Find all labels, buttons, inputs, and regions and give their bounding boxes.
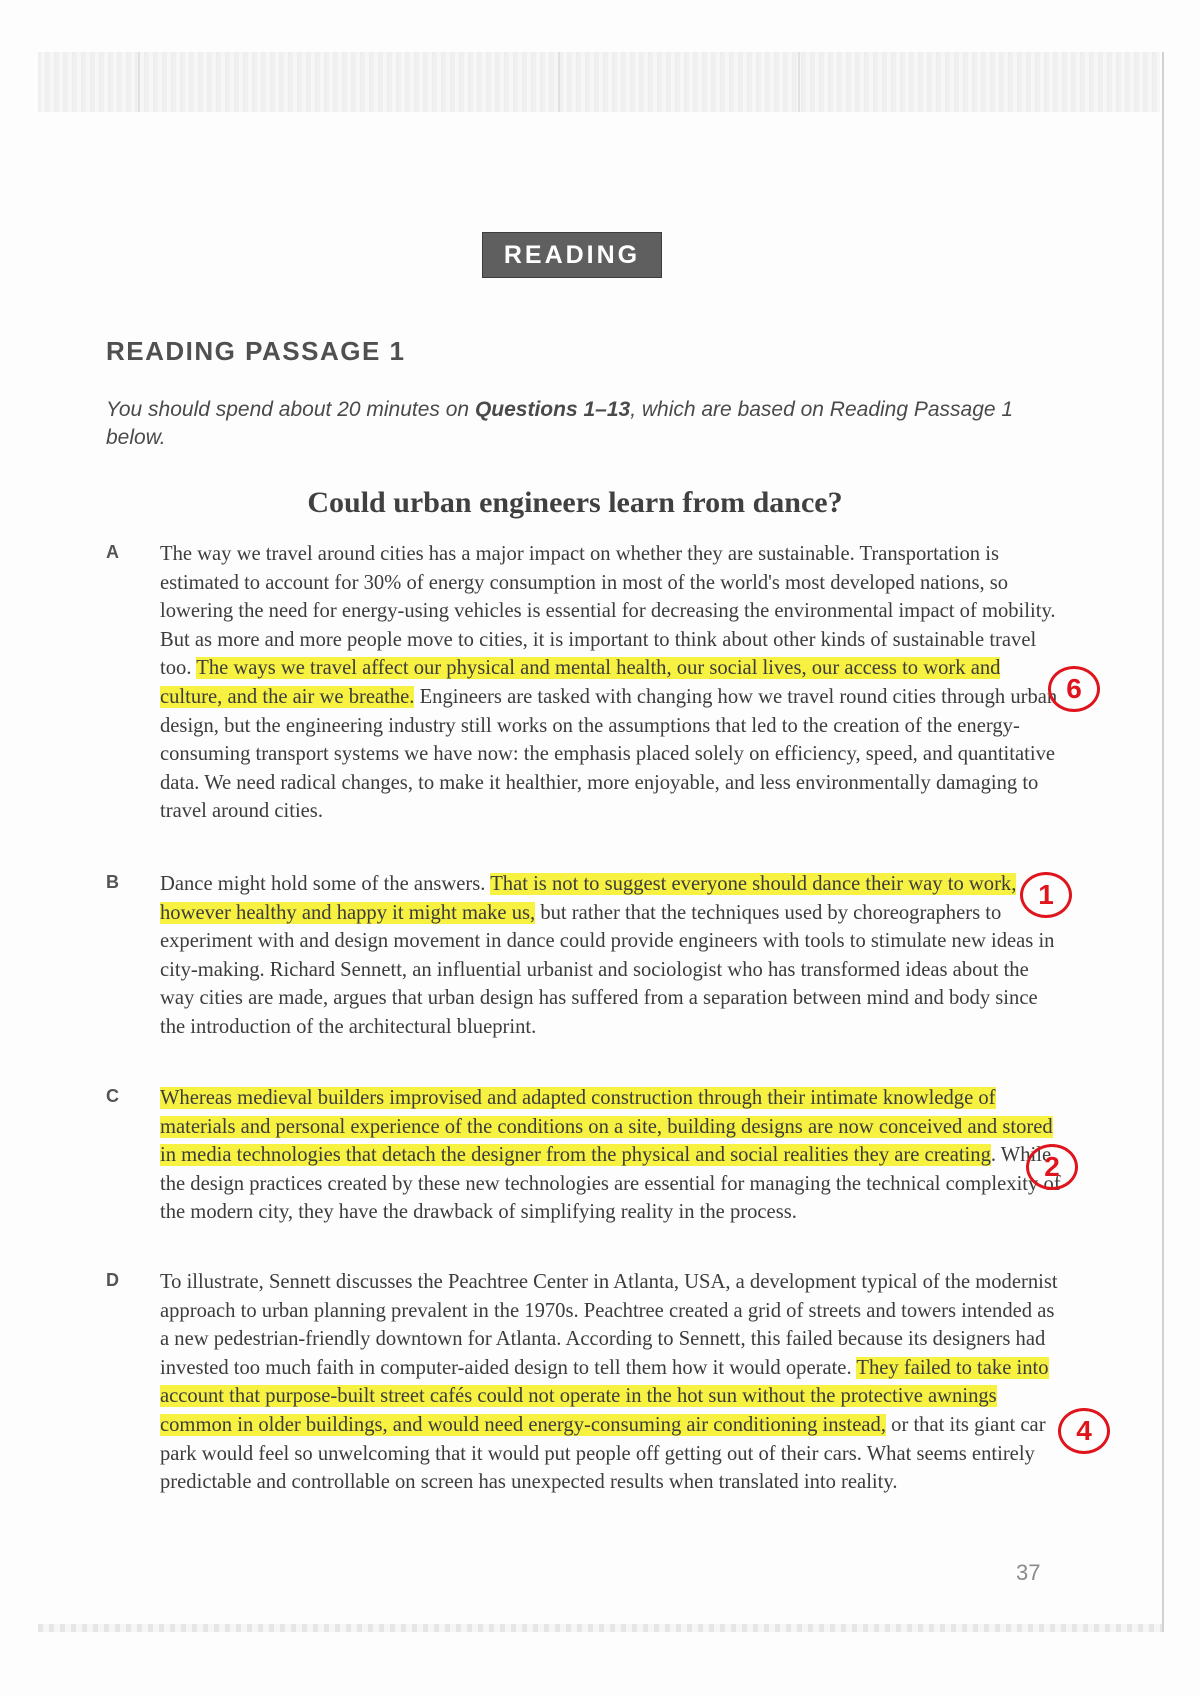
section-badge: READING	[482, 232, 662, 278]
annotation-circle: 2	[1026, 1144, 1078, 1190]
instructions-questions: Questions 1–13	[474, 398, 631, 421]
text-run: . While the design practices created by these new technologies are essential for managing the technical complexity of the modern city, they have the drawback of simplifying reality in the process.	[160, 1144, 1061, 1224]
paragraph-text	[160, 1268, 1064, 1497]
text-run: The way we travel around cities has a major impact on whether they are sustainable. Transportation is estimated to account for 30% of energy consumption in most of the world's most developed nations, so lowering the need for energy-using vehicles is essential for decreasing the environmental impact of mobility. But as more and more people move to cities, it is important to think about other kinds of sustainable travel too.	[160, 543, 1056, 680]
paragraph-c	[106, 1084, 1064, 1227]
paragraph-letter: B	[106, 872, 119, 892]
scan-edge-top	[38, 52, 1160, 112]
paragraph-letter: A	[106, 542, 119, 562]
annotation-circle: 4	[1058, 1408, 1110, 1454]
page-number: 37	[1016, 1560, 1041, 1585]
annotation-circle: 1	[1020, 872, 1072, 918]
paragraph-a	[106, 540, 1064, 826]
passage-title: Could urban engineers learn from dance?	[307, 486, 843, 519]
text-run: Engineers are tasked with changing how we travel round cities through urban design, but the engineering industry still works on the assumptions that led to the creation of the energy-consuming transport systems we have now: the emphasis placed solely on efficiency, speed, and quantitative data. We need radical changes, to make it healthier, more enjoyable, and less environmentally damaging to travel around cities.	[160, 685, 1058, 823]
instructions-text-2: , which are based on Reading Passage 1 below.	[106, 398, 1014, 449]
instructions-text-1: You should spend about 20 minutes on	[106, 398, 475, 421]
text-run: or that its giant car park would feel so unwelcoming that it would put people off getting out of their cars. What seems entirely predictable and controllable on screen has unexpected results when translated into reality.	[160, 1413, 1046, 1494]
text-run: but rather that the techniques used by choreographers to experiment with and design movement in dance could provide engineers with tools to stimulate new ideas in city-making. Richard Sennett, an influential urbanist and sociologist who has transformed ideas about the way cities are made, argues that urban design has suffered from a separation between mind and body since the introduction of the architectural blueprint.	[160, 901, 1055, 1038]
highlighted-text: They failed to take into account that purpose-built street cafés could not operate in the hot sun without the protective awnings common in older buildings, and would need energy-consuming air conditioning instead,	[160, 1356, 1049, 1436]
text-run: Dance might hold some of the answers.	[160, 873, 491, 895]
passage-heading: READING PASSAGE 1	[106, 336, 406, 366]
scan-edge-bottom	[38, 1624, 1162, 1632]
highlighted-text: That is not to suggest everyone should dance their way to work, however healthy and happy it might make us,	[160, 873, 1017, 924]
highlighted-text: The ways we travel affect our physical and mental health, our social lives, our access to work and culture, and the air we breathe.	[160, 657, 1001, 708]
paragraph-text	[160, 540, 1064, 826]
annotation-circle: 6	[1048, 666, 1100, 712]
highlighted-text: Whereas medieval builders improvised and adapted construction through their intimate knowledge of materials and personal experience of the conditions on a site, building designs are now conceived and stored in media technologies that detach the designer from the physical and social realities they are creating	[160, 1087, 1053, 1167]
scan-edge-right	[1162, 52, 1164, 1632]
paragraph-letter: C	[106, 1086, 119, 1106]
paragraph-b	[106, 870, 1064, 1042]
paragraph-d	[106, 1268, 1064, 1497]
paragraph-text	[160, 1084, 1064, 1227]
paragraph-text	[160, 870, 1064, 1042]
instructions	[106, 396, 1046, 452]
paragraph-letter: D	[106, 1270, 119, 1290]
text-run: To illustrate, Sennett discusses the Peachtree Center in Atlanta, USA, a development typical of the modernist approach to urban planning prevalent in the 1970s. Peachtree created a grid of streets and towers intended as a new pedestrian-friendly downtown for Atlanta. According to Sennett, this failed because its designers had invested too much faith in computer-aided design to tell them how it would operate.	[160, 1271, 1058, 1379]
